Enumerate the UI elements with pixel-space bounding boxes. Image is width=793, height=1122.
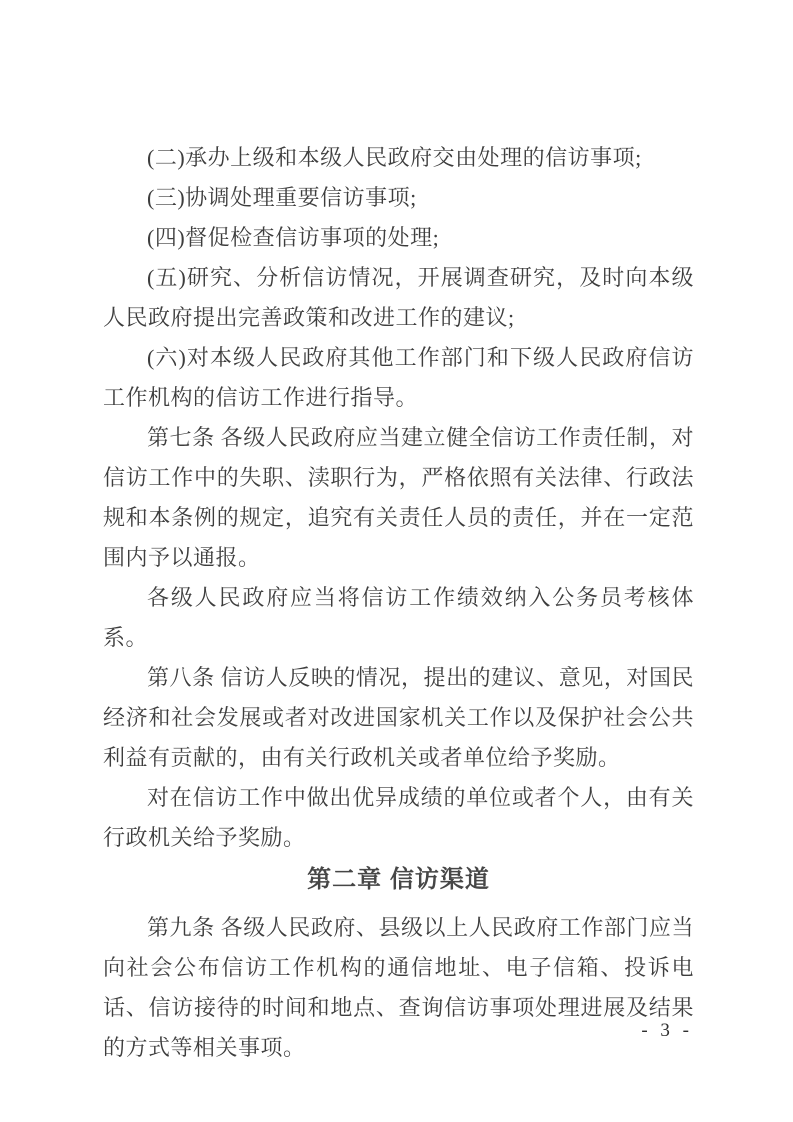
list-item-3: (三)协调处理重要信访事项; — [147, 185, 417, 210]
list-item-5: (五)研究、分析信访情况，开展调查研究，及时向本级人民政府提出完善政策和改进工作的建议; — [103, 265, 694, 330]
list-item-6: (六)对本级人民政府其他工作部门和下级人民政府信访工作机构的信访工作进行指导。 — [103, 345, 694, 410]
article-8-paragraph: 第八条 信访人反映的情况，提出的建议、意见，对国民经济和社会发展或者对改进国家机关工作以及保护社会公共利益有贡献的，由有关行政机关或者单位给予奖励。 — [103, 665, 694, 770]
document-body — [103, 138, 694, 1068]
list-item-2: (二)承办上级和本级人民政府交由处理的信访事项; — [147, 145, 642, 170]
article-7-paragraph: 第七条 各级人民政府应当建立健全信访工作责任制，对信访工作中的失职、渎职行为，严格依照有关法律、行政法规和本条例的规定，追究有关责任人员的责任，并在一定范围内予以通报。 — [103, 425, 694, 570]
article-8-paragraph-2: 对在信访工作中做出优异成绩的单位或者个人，由有关行政机关给予奖励。 — [103, 785, 694, 850]
list-item-4: (四)督促检查信访事项的处理; — [147, 225, 440, 250]
chapter-heading: 第二章 信访渠道 — [307, 866, 490, 893]
article-9-paragraph: 第九条 各级人民政府、县级以上人民政府工作部门应当向社会公布信访工作机构的通信地址、电子信箱、投诉电话、信访接待的时间和地点、查询信访事项处理进展及结果的方式等相关事项。 — [103, 915, 694, 1060]
page-number: - 3 - — [641, 1020, 693, 1041]
article-7-paragraph-2: 各级人民政府应当将信访工作绩效纳入公务员考核体系。 — [103, 585, 694, 650]
